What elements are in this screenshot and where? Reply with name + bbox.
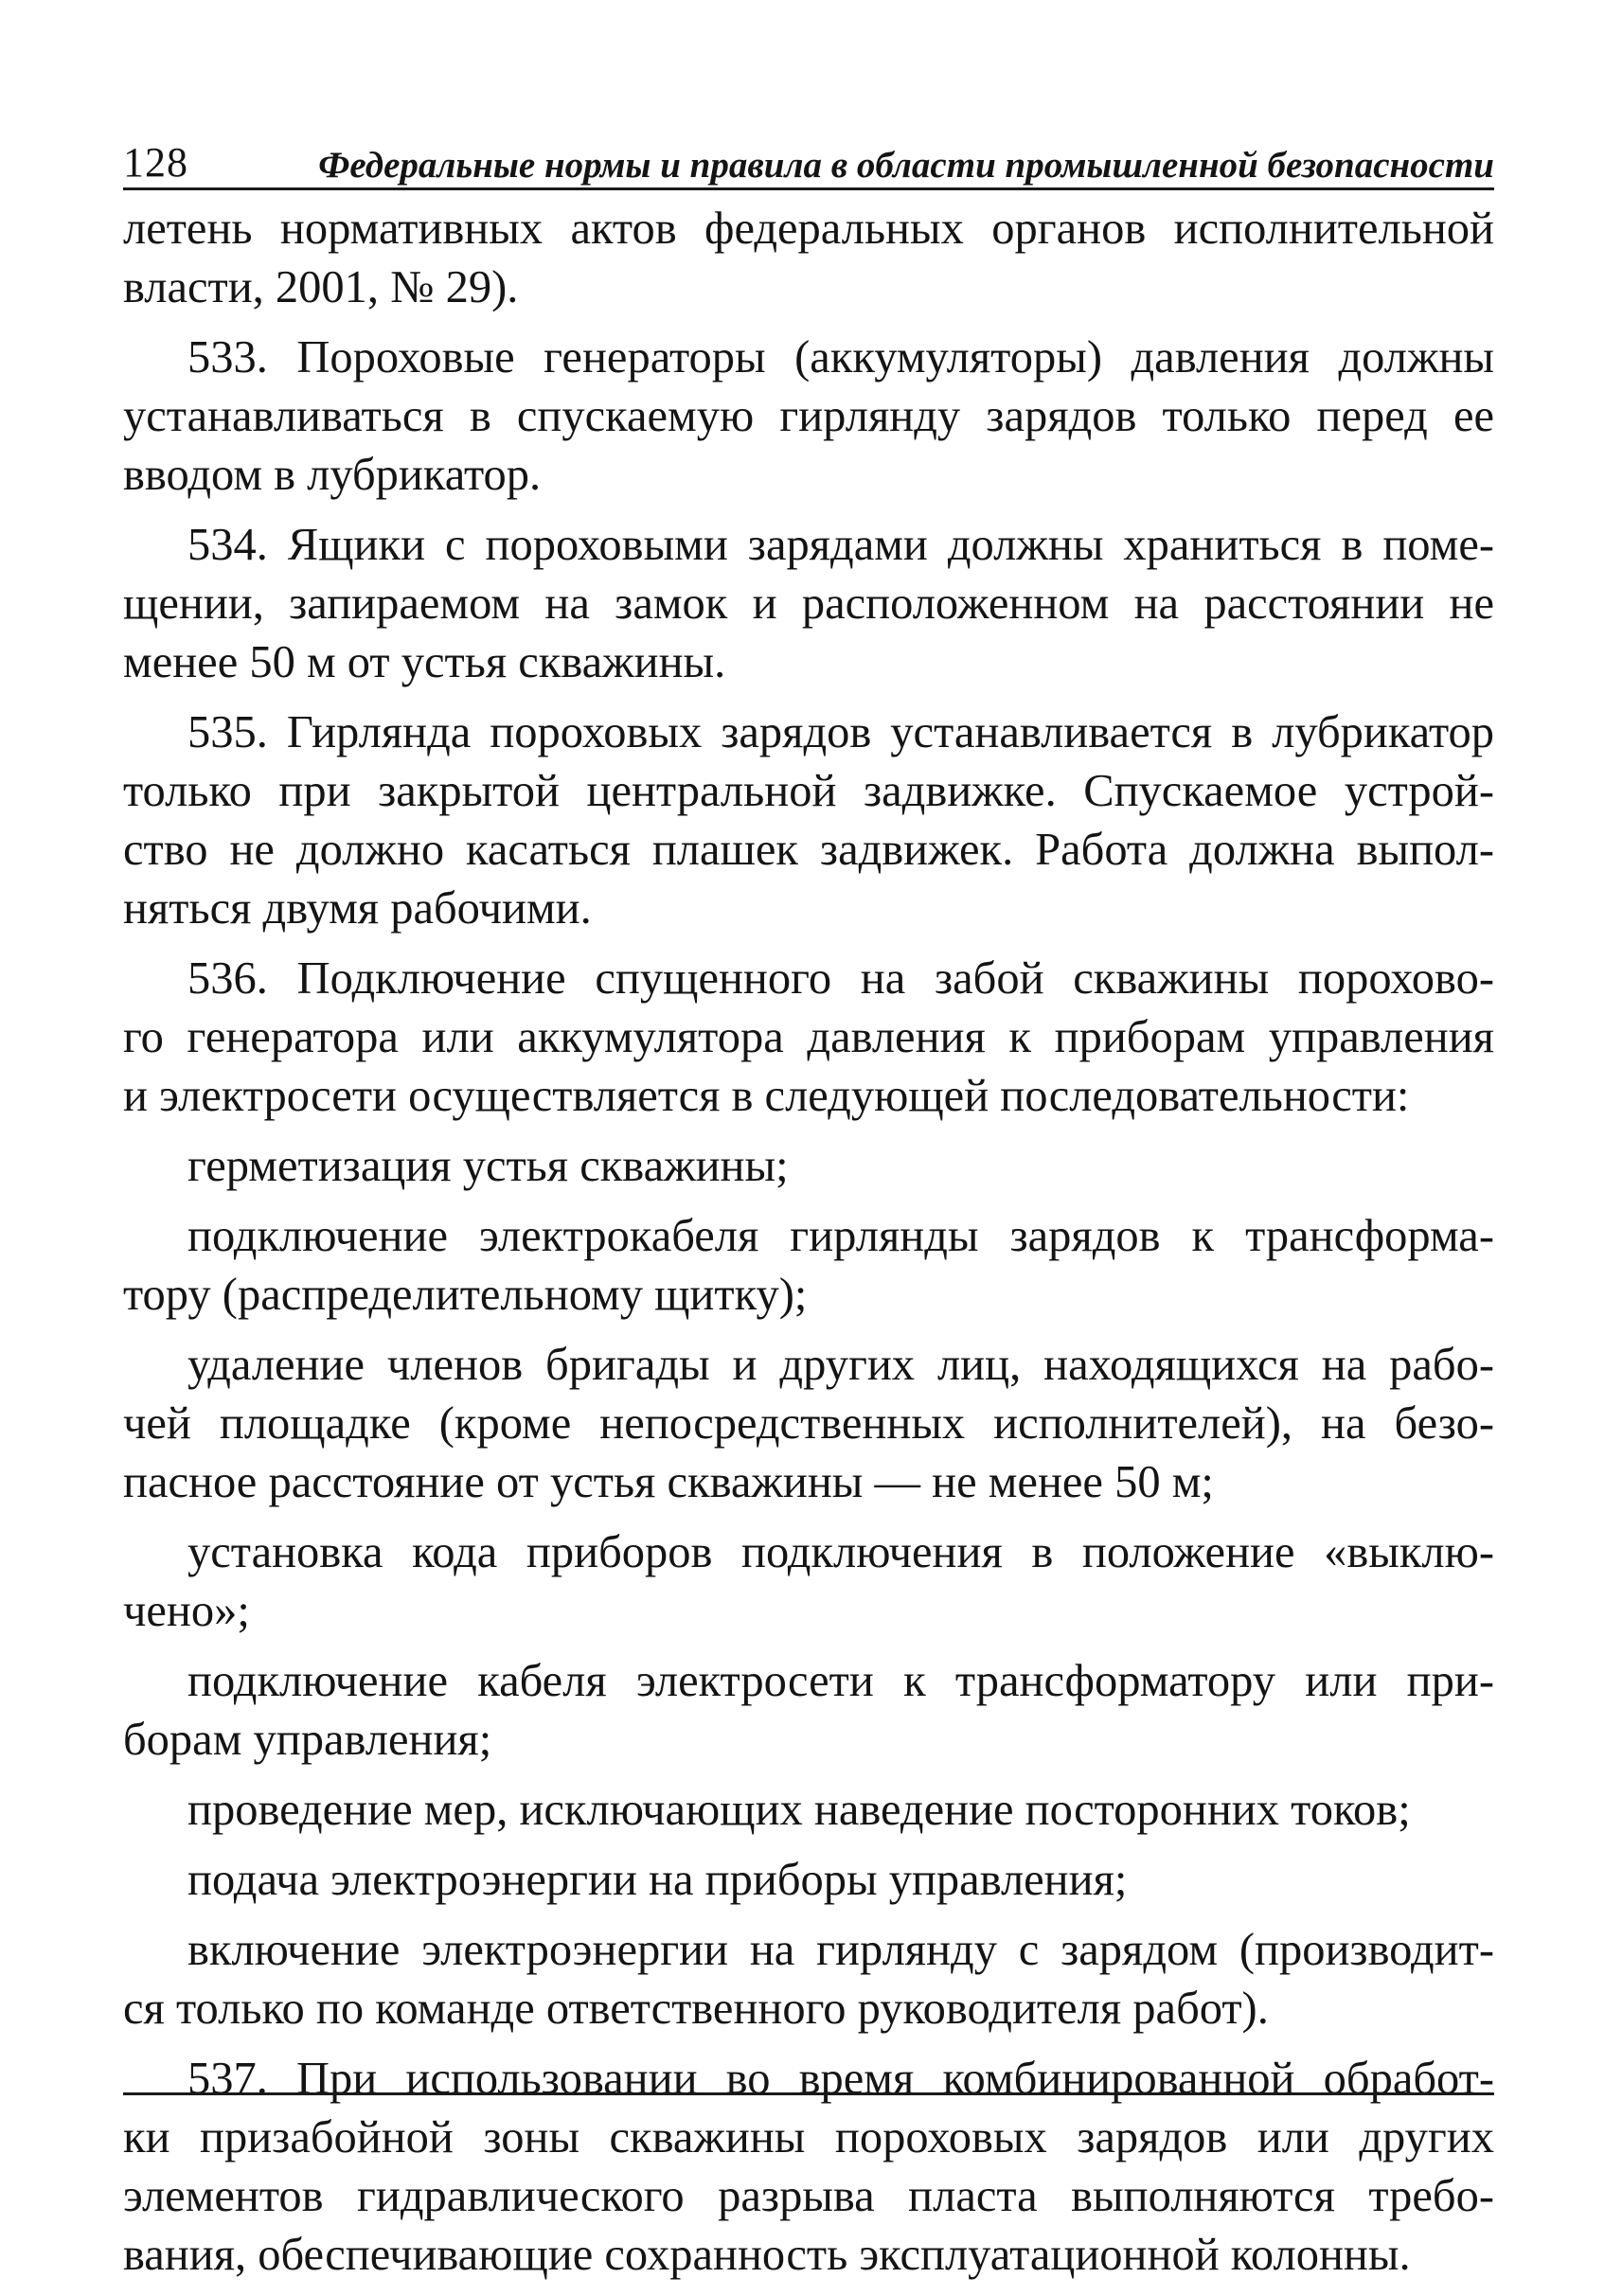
text-line: пасное расстояние от устья скважины — не менее 50 м; xyxy=(123,1457,1214,1507)
text-line: чей площадке (кроме непосредственных исполнителей), на безо- xyxy=(123,1398,1494,1449)
text-line: установка кода приборов подключения в положение «выклю- xyxy=(187,1527,1494,1577)
text-line: герметизация устья скважины; xyxy=(187,1141,789,1191)
paragraph-p536-3 xyxy=(123,1336,1494,1512)
text-line: борам управления; xyxy=(123,1715,492,1765)
text-line: 534. Ящики с пороховыми зарядами должны храниться в поме- xyxy=(187,520,1494,570)
text-line: только при закрытой центральной задвижке. Спускаемое устрой- xyxy=(123,766,1494,816)
paragraph-p536-8 xyxy=(123,1921,1494,2038)
paragraph-p535 xyxy=(123,703,1494,938)
paragraph-p536-7 xyxy=(123,1851,1494,1910)
document-page xyxy=(123,114,1494,2296)
running-title: Федеральные нормы и правила в области промышленной безопасности xyxy=(318,145,1494,186)
paragraph-p536-1 xyxy=(123,1137,1494,1196)
paragraph-p536-5 xyxy=(123,1652,1494,1770)
paragraph-p536-4 xyxy=(123,1523,1494,1641)
document-body xyxy=(123,200,1494,2285)
text-line: 533. Пороховые генераторы (аккумуляторы) давления должны xyxy=(187,332,1494,383)
text-line: вводом в лубрикатор. xyxy=(123,450,542,500)
text-line: и электросети осуществляется в следующей последовательности: xyxy=(123,1071,1410,1121)
text-line: 536. Подключение спущенного на забой скважины порохово- xyxy=(187,953,1494,1004)
text-line: тору (распределительному щитку); xyxy=(123,1270,808,1320)
footnote-rule xyxy=(123,2092,1494,2095)
text-line: вания, обеспечивающие сохранность эксплуатационной колонны. xyxy=(123,2230,1411,2280)
text-line: подключение электрокабеля гирлянды зарядов к трансформа- xyxy=(187,1211,1494,1261)
text-line: 537. При использовании во время комбинированной обработ- xyxy=(187,2054,1494,2104)
page-header xyxy=(123,114,1494,190)
text-line: включение электроэнергии на гирлянду с зарядом (производит- xyxy=(187,1925,1494,1975)
text-line: элементов гидравлического разрыва пласта выполняются требо- xyxy=(123,2171,1494,2221)
text-line: няться двумя рабочими. xyxy=(123,883,592,934)
paragraph-continuation xyxy=(123,200,1494,317)
text-line: власти, 2001, № 29). xyxy=(123,262,519,312)
paragraph-p536-6 xyxy=(123,1781,1494,1840)
text-line: летень нормативных актов федеральных органов исполнительной xyxy=(123,204,1494,254)
text-line: подача электроэнергии на приборы управления; xyxy=(187,1855,1128,1905)
paragraph-p536 xyxy=(123,950,1494,1126)
text-line: удаление членов бригады и других лиц, находящихся на рабо- xyxy=(187,1340,1494,1390)
paragraph-p536-2 xyxy=(123,1207,1494,1325)
text-line: чено»; xyxy=(123,1586,250,1636)
text-line: подключение кабеля электросети к трансформатору или при- xyxy=(187,1656,1494,1706)
text-line: ся только по команде ответственного руководителя работ). xyxy=(123,1984,1269,2034)
text-line: устанавливаться в спускаемую гирлянду зарядов только перед ее xyxy=(123,391,1494,441)
text-line: ство не должно касаться плашек задвижек. Работа должна выпол- xyxy=(123,825,1494,875)
paragraph-p537 xyxy=(123,2050,1494,2285)
text-line: го генератора или аккумулятора давления к приборам управления xyxy=(123,1012,1494,1062)
paragraph-p534 xyxy=(123,516,1494,692)
text-line: щении, запираемом на замок и расположенном на расстоянии не xyxy=(123,578,1494,629)
text-line: менее 50 м от устья скважины. xyxy=(123,637,726,687)
text-line: проведение мер, исключающих наведение посторонних токов; xyxy=(187,1785,1411,1835)
page-number: 128 xyxy=(123,139,188,186)
text-line: 535. Гирлянда пороховых зарядов устанавливается в лубрикатор xyxy=(187,707,1494,757)
paragraph-p533 xyxy=(123,329,1494,505)
text-line: ки призабойной зоны скважины пороховых зарядов или других xyxy=(123,2112,1494,2163)
